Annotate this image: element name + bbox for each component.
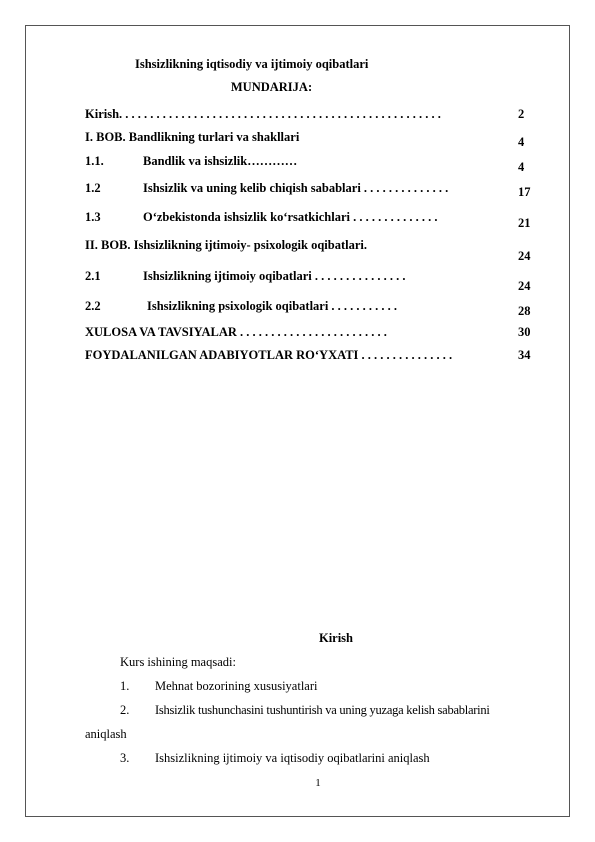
toc-entry-page: 4 — [518, 160, 525, 174]
toc-entry-number: 2.1 — [85, 269, 101, 283]
toc-entry-label: Kirish. . . . . . . . . . . . . . . . . . . . . . . . . . . . . . . . . . . . . . . . . . . . . . . . . . . . — [85, 107, 441, 121]
toc-entry-number: 1.2 — [85, 181, 101, 195]
toc-entry-label: Ishsizlikning psixologik oqibatlari . . . . . . . . . . . — [147, 299, 398, 313]
toc-entry-label: FOYDALANILGAN ADABIYOTLAR RO‘YXATI . . . . . . . . . . . . . . . — [85, 348, 453, 362]
toc-entry-label: II. BOB. Ishsizlikning ijtimoiy- psixologik oqibatlari. — [85, 238, 368, 252]
list-number: 3. — [120, 751, 130, 765]
intro-text: Kurs ishining maqsadi: — [120, 655, 236, 669]
toc-entry-label: Bandlik va ishsizlik………… — [143, 154, 298, 168]
toc-entry-page: 24 — [518, 279, 531, 293]
toc-entry-number: 2.2 — [85, 299, 101, 313]
toc-entry-number: 1.3 — [85, 210, 101, 224]
toc-entry-page: 17 — [518, 185, 531, 199]
list-number: 1. — [120, 679, 130, 693]
toc-entry-label: XULOSA VA TAVSIYALAR . . . . . . . . . . . . . . . . . . . . . . . . — [85, 325, 387, 339]
document-title: Ishsizlikning iqtisodiy va ijtimoiy oqibatlari — [135, 57, 369, 71]
toc-entry-number: 1.1. — [85, 154, 104, 168]
toc-entry-page: 30 — [518, 325, 531, 339]
toc-entry-label: I. BOB. Bandlikning turlari va shakllari — [85, 130, 300, 144]
toc-heading: MUNDARIJA: — [230, 80, 313, 94]
toc-entry-page: 4 — [518, 135, 525, 149]
list-item: Mehnat bozorining xususiyatlari — [155, 679, 318, 693]
list-number: 2. — [120, 703, 130, 717]
toc-entry-label: O‘zbekistonda ishsizlik ko‘rsatkichlari . . . . . . . . . . . . . . — [143, 210, 438, 224]
toc-entry-page: 21 — [518, 216, 531, 230]
toc-entry-page: 34 — [518, 348, 531, 362]
toc-entry-label: Ishsizlikning ijtimoiy oqibatlari . . . . . . . . . . . . . . . — [143, 269, 406, 283]
toc-entry-page: 28 — [518, 304, 531, 318]
list-item: Ishsizlik tushunchasini tushuntirish va uning yuzaga kelish sabablarini — [155, 703, 490, 717]
section-title: Kirish — [318, 631, 354, 645]
page-number: 1 — [315, 777, 321, 789]
toc-entry-page: 24 — [518, 249, 531, 263]
toc-entry-label: Ishsizlik va uning kelib chiqish sabablari . . . . . . . . . . . . . . — [143, 181, 449, 195]
toc-entry-page: 2 — [518, 107, 525, 121]
list-item-continuation: aniqlash — [85, 727, 127, 741]
list-item: Ishsizlikning ijtimoiy va iqtisodiy oqibatlarini aniqlash — [155, 751, 430, 765]
